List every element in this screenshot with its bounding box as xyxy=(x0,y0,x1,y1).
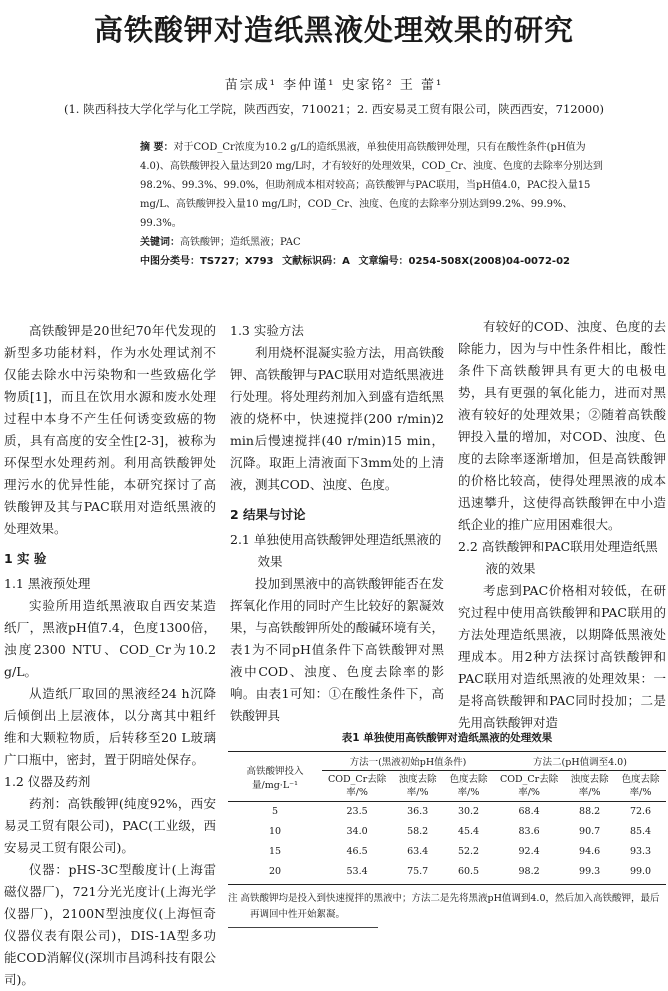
author-list: 苗宗成¹ 李仲谨¹ 史家铭² 王 蕾¹ xyxy=(224,78,444,93)
results-paragraph-2-2: 考虑到PAC价格相对较低，在研究过程中使用高铁酸钾和PAC联用的方法处理造纸黑液，以期降低黑液处理成本。用2种方法探讨高铁酸钾和PAC联用对造纸黑液的处理效果：一是将高铁酸钾和PAC同时投加；二是先用高铁酸钾对造 xyxy=(458,583,666,730)
table-cell: 10 xyxy=(268,826,282,837)
subsection-heading-method: 1.3 实验方法 xyxy=(230,323,304,338)
column-header: 色度去除率/% xyxy=(443,771,494,802)
table-cell: 90.7 xyxy=(579,826,601,837)
reagents-paragraph: 药剂：高铁酸钾(纯度92%，西安易灵工贸有限公司)，PAC(工业级，西安易灵工贸有限公司)。 xyxy=(4,796,216,855)
subsection-heading-2-2: 2.2 高铁酸钾和PAC联用处理造纸黑液的效果 xyxy=(458,539,658,576)
column-header: 浊度去除率/% xyxy=(564,771,615,802)
column-left xyxy=(4,320,216,991)
table-row xyxy=(228,822,666,842)
method-1-header: 方法一(黑液初始pH值条件) xyxy=(322,752,494,771)
table-cell: 58.2 xyxy=(407,826,429,837)
results-paragraph-2-1: 投加到黑液中的高铁酸钾能否在发挥氧化作用的同时产生比较好的絮凝效果，与高铁酸钾所处的酸碱环境有关，表1为不同pH值条件下高铁酸钾对黑液中COD、浊度、色度去除率的影响。由表1可知：①在酸性条件下，高铁酸钾具 xyxy=(230,576,444,723)
column-header: 浊度去除率/% xyxy=(392,771,443,802)
data-table xyxy=(228,751,666,885)
table-row xyxy=(228,802,666,823)
table-cell: 36.3 xyxy=(407,806,429,817)
table-cell: 46.5 xyxy=(346,846,368,857)
method-paragraph: 利用烧杯混凝实验方法，用高铁酸钾、高铁酸钾与PAC联用对造纸黑液进行处理。将处理药剂加入到盛有造纸黑液的烧杯中，快速搅拌(200 r/min)2 min后慢速搅拌(40 r/min)15 min，沉降。取距上清液面下3mm处的上清液，测其COD、浊度、色度。 xyxy=(230,345,444,492)
table-1 xyxy=(228,730,666,928)
table-cell: 45.4 xyxy=(457,826,480,837)
subsection-heading-2-1: 2.1 单独使用高铁酸钾处理造纸黑液的效果 xyxy=(230,532,442,569)
table-cell: 52.2 xyxy=(457,846,480,857)
affiliation: (1. 陕西科技大学化学与化工学院，陕西西安，710021；2. 西安易灵工贸有限公司，陕西西安，712000) xyxy=(63,102,605,116)
table-cell: 20 xyxy=(228,862,322,885)
table-cell: 75.7 xyxy=(392,862,443,885)
column-header: 色度去除率/% xyxy=(615,771,666,802)
table-cell: 5 xyxy=(271,806,279,817)
pretreatment-paragraph-1: 实验所用造纸黑液取自西安某造纸厂，黑液pH值7.4，色度1300倍，浊度2300 NTU、COD_Cr为10.2 g/L。 xyxy=(4,598,216,679)
column-middle xyxy=(230,320,444,727)
table-row xyxy=(228,862,666,885)
table-cell: 60.5 xyxy=(443,862,494,885)
dose-header: 高铁酸钾投入量/mg·L⁻¹ xyxy=(228,752,322,802)
section-heading-results: 2 结果与讨论 xyxy=(230,507,306,522)
section-heading-experiment: 1 实 验 xyxy=(4,551,47,566)
table-cell: 94.6 xyxy=(579,846,601,857)
table-row xyxy=(228,842,666,862)
document-code: 文献标识码：A xyxy=(282,256,350,267)
table-cell: 99.3 xyxy=(564,862,615,885)
table-cell: 63.4 xyxy=(407,846,429,857)
footnote-rule xyxy=(228,927,378,928)
results-continued-paragraph: 有较好的COD、浊度、色度的去除能力，因为与中性条件相比，酸性条件下高铁酸钾具有更大的电极电势，具有更强的氧化能力，进而对黑液有较好的处理效果；②随着高铁酸钾投入量的增加，对COD、浊度、色度的去除率逐渐增加，但是高铁酸钾的价格比较高，使得处理黑液的成本迅速攀升，这使得高铁酸钾在中小造纸企业的推广应用困难很大。 xyxy=(458,319,666,532)
table-cell: 92.4 xyxy=(518,846,540,857)
classification-row xyxy=(140,252,570,271)
table-cell: 98.2 xyxy=(494,862,564,885)
abstract-label: 摘 要： xyxy=(140,142,174,153)
method-2-header: 方法二(pH值调至4.0) xyxy=(494,752,666,771)
keywords: 高铁酸钾；造纸黑液；PAC xyxy=(180,237,301,248)
table-cell: 23.5 xyxy=(346,806,368,817)
table-cell: 34.0 xyxy=(346,826,368,837)
table-cell: 72.6 xyxy=(629,806,652,817)
column-header: COD_Cr去除率/% xyxy=(322,771,392,802)
instruments-paragraph: 仪器：pHS-3C型酸度计(上海雷磁仪器厂)，721分光光度计(上海光学仪器厂)，2100N型浊度仪(上海恒奇仪器仪表有限公司)，DIS-1A型多功能COD消解仪(深圳市昌鸿科技有限公司)。 xyxy=(4,862,216,987)
abstract-text: 对于COD_Cr浓度为10.2 g/L的造纸黑液，单独使用高铁酸钾处理，只有在酸性条件(pH值为4.0)、高铁酸钾投入量达到20 mg/L时，才有较好的处理效果，COD_Cr、浊度、色度的去除率分别达到98.2%、99.3%、99.0%，但助剂成本相对较高；高铁酸钾与PAC联用，当pH值4.0，PAC投入量15 mg/L、高铁酸钾投入量10 mg/L时，COD_Cr、浊度、色度的去除率分别达到99.2%、99.9%、99.3%。 xyxy=(140,142,603,229)
table-cell: 53.4 xyxy=(322,862,392,885)
table-note: 注 高铁酸钾均是投入到快速搅拌的黑液中；方法二是先将黑液pH值调到4.0，然后加入高铁酸钾，最后再调回中性开始絮凝。 xyxy=(228,893,660,920)
table-cell: 88.2 xyxy=(579,806,601,817)
column-right xyxy=(458,316,666,734)
article-number: 文章编号：0254-508X(2008)04-0072-02 xyxy=(358,256,570,267)
clc-number: 中图分类号：TS727；X793 xyxy=(140,256,274,267)
abstract-block xyxy=(140,138,610,271)
pretreatment-paragraph-2: 从造纸厂取回的黑液经24 h沉降后倾倒出上层液体，以分离其中粗纤维和大颗粒物质，后转移至20 L玻璃广口瓶中，密封，置于阴暗处保存。 xyxy=(4,686,216,767)
table-cell: 68.4 xyxy=(518,806,540,817)
subsection-heading-pretreatment: 1.1 黑液预处理 xyxy=(4,576,91,591)
subsection-heading-instruments: 1.2 仪器及药剂 xyxy=(4,774,91,789)
table-title: 表1 单独使用高铁酸钾对造纸黑液的处理效果 xyxy=(341,732,553,744)
table-cell: 15 xyxy=(268,846,282,857)
table-cell: 83.6 xyxy=(518,826,540,837)
paper-title: 高铁酸钾对造纸黑液处理效果的研究 xyxy=(93,13,574,47)
keywords-label: 关键词： xyxy=(140,237,180,248)
table-cell: 93.3 xyxy=(629,846,652,857)
intro-paragraph: 高铁酸钾是20世纪70年代发现的新型多功能材料，作为水处理试剂不仅能去除水中污染物和一些致癌化学物质[1]，而且在饮用水源和废水处理过程中本身不产生任何诱变致癌的物质，具有高度的安全性[2-3]，被称为环保型水处理药剂。利用高铁酸钾处理污水的优异性能，本研究探讨了高铁酸钾及其与PAC联用对造纸黑液的处理效果。 xyxy=(4,323,216,536)
column-header: COD_Cr去除率/% xyxy=(494,771,564,802)
table-cell: 85.4 xyxy=(629,826,652,837)
table-cell: 30.2 xyxy=(457,806,480,817)
table-cell: 99.0 xyxy=(615,862,666,885)
